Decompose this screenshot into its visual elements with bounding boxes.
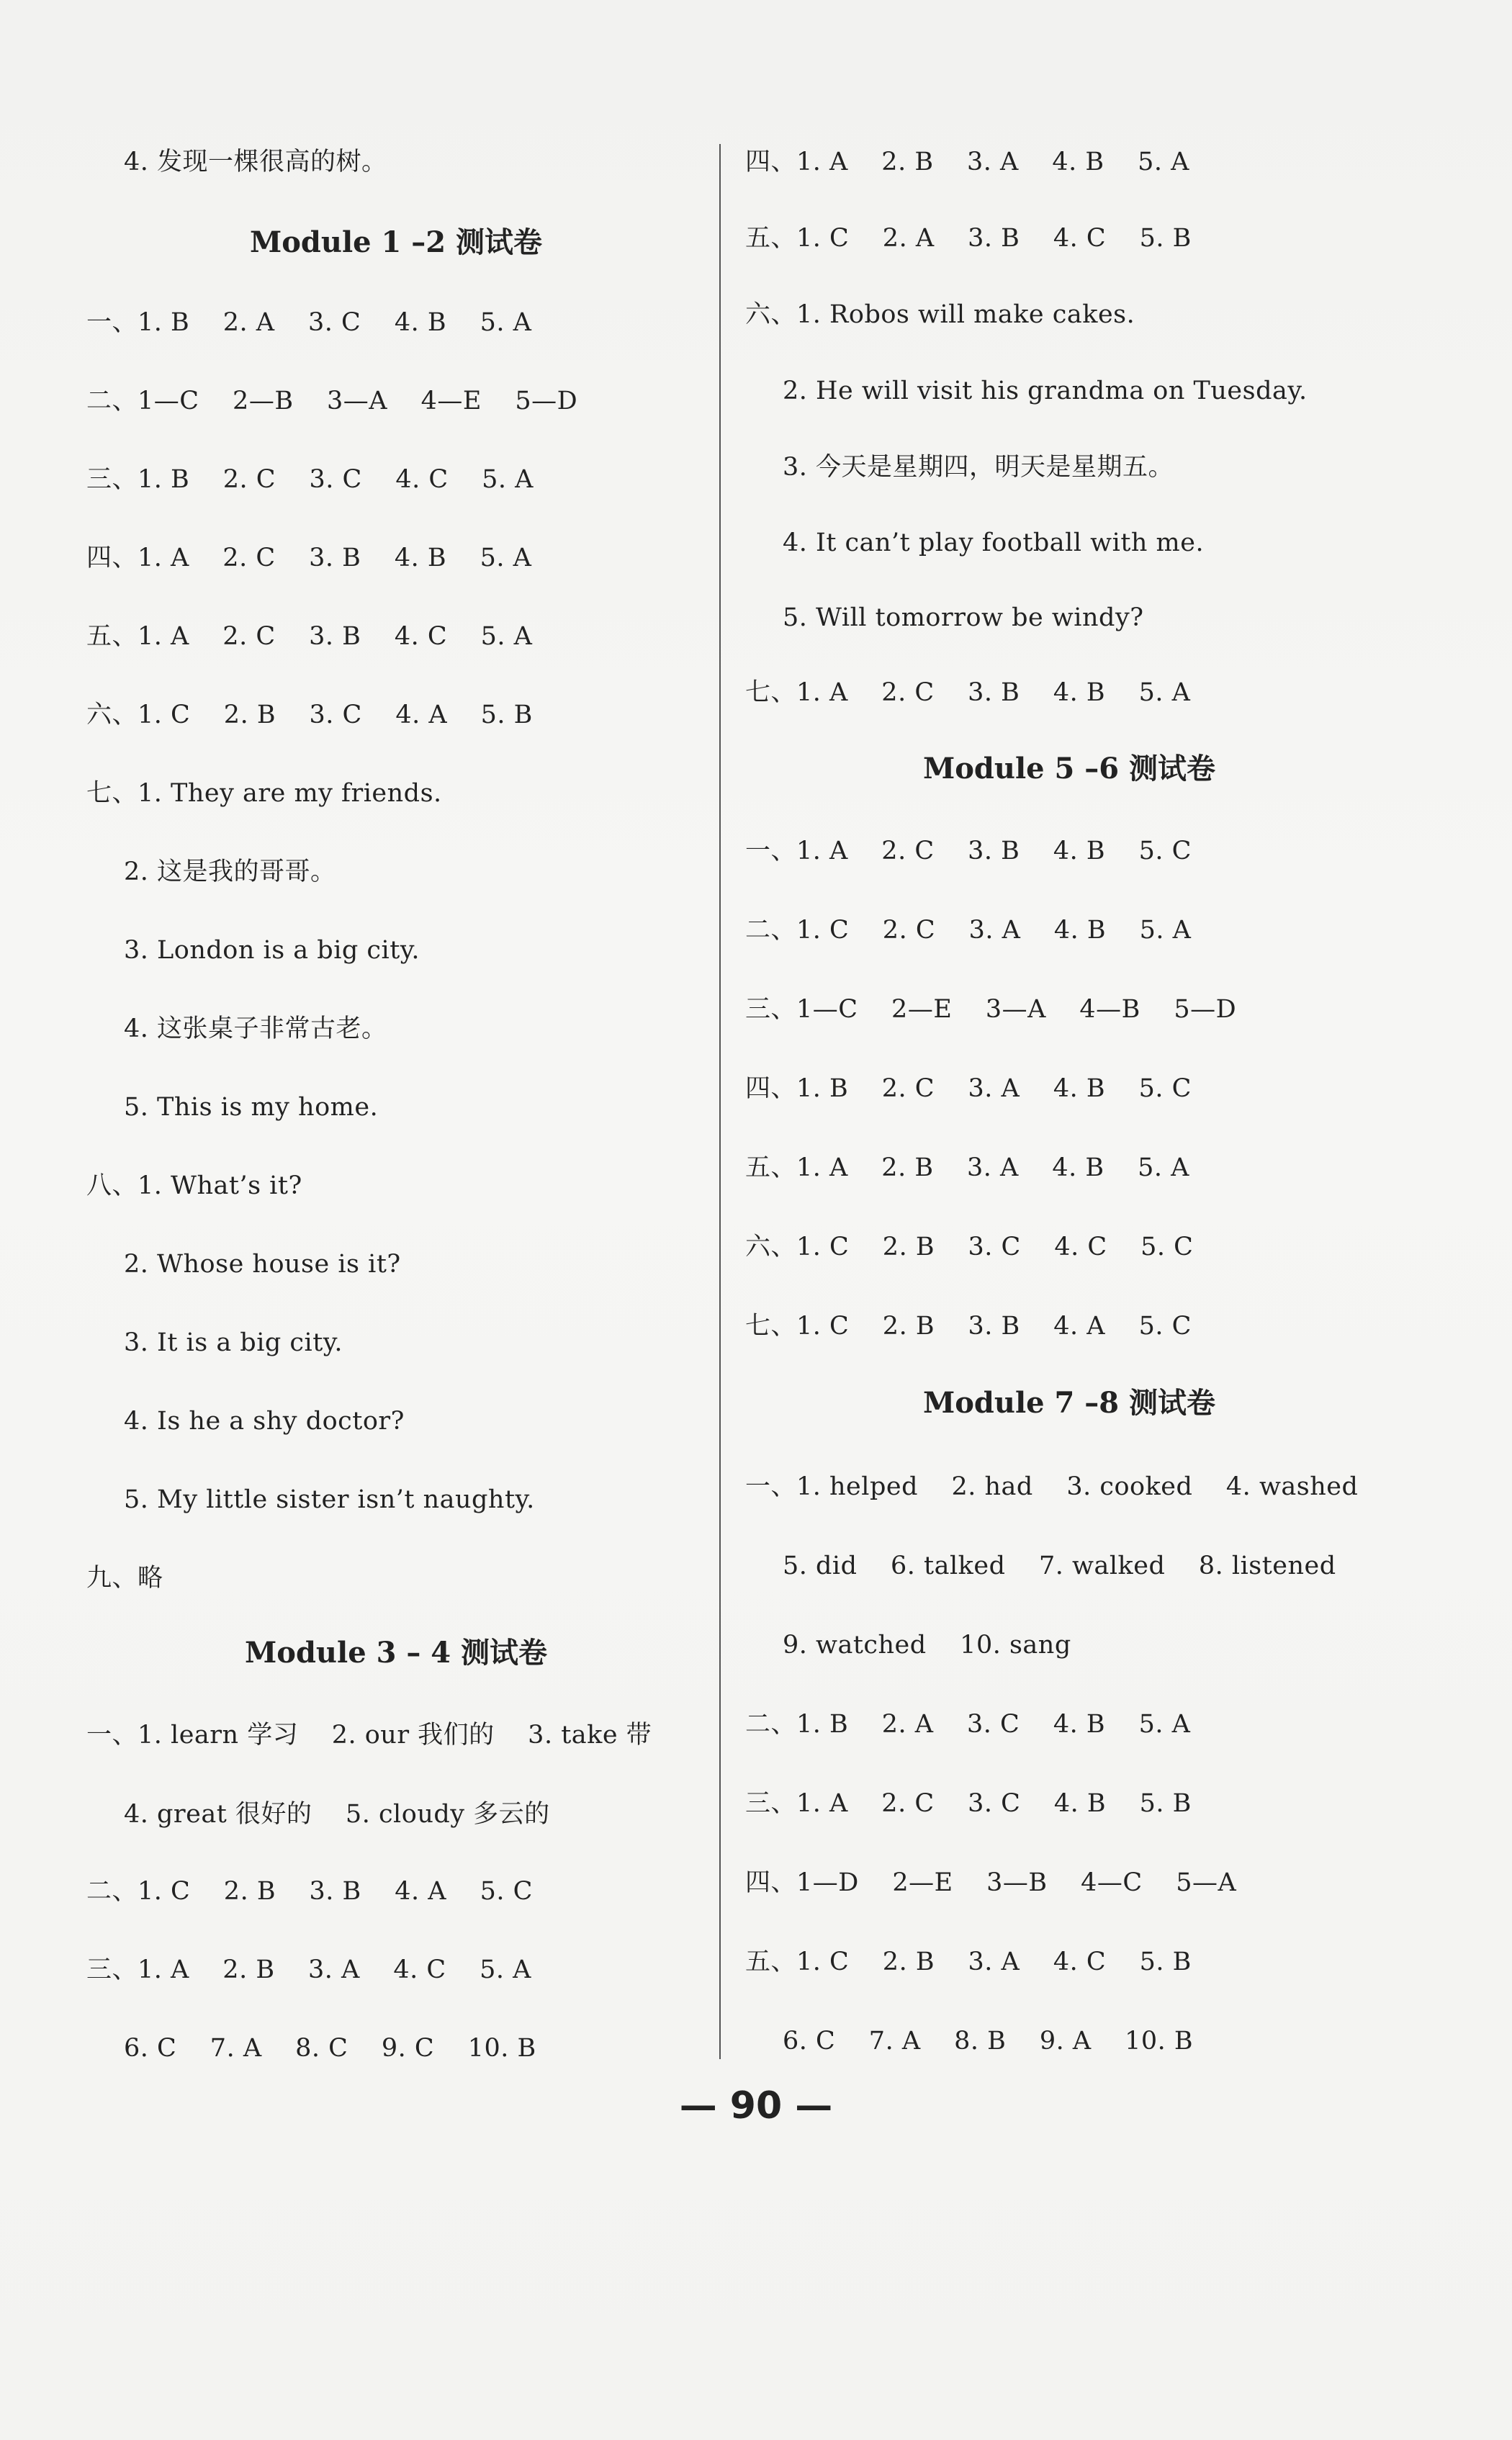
section-title-module-7-8: Module 7 –8 测试卷 xyxy=(922,1386,1216,1420)
answer-line: 4. It can’t play football with me. xyxy=(783,528,1205,557)
answer-line: 2. He will visit his grandma on Tuesday. xyxy=(783,377,1308,405)
answer-line: 三、1—C 2—E 3—A 4—B 5—D xyxy=(745,995,1237,1024)
answer-line: 四、1. A 2. C 3. B 4. B 5. A xyxy=(86,544,532,572)
answer-line: 二、1. C 2. C 3. A 4. B 5. A xyxy=(745,916,1192,945)
answer-line: 4. 发现一棵很高的树。 xyxy=(124,148,387,176)
section-title-module-5-6: Module 5 –6 测试卷 xyxy=(922,752,1216,785)
section-title-module-1-2: Module 1 –2 测试卷 xyxy=(249,225,543,259)
answer-line: 六、1. C 2. B 3. C 4. A 5. B xyxy=(86,701,533,729)
answer-line: 4. Is he a shy doctor? xyxy=(124,1407,405,1436)
answer-line: 四、1. A 2. B 3. A 4. B 5. A xyxy=(745,148,1189,176)
answer-line: 七、1. C 2. B 3. B 4. A 5. C xyxy=(745,1312,1192,1341)
answer-line: 一、1. B 2. A 3. C 4. B 5. A xyxy=(86,308,532,337)
answer-line: 5. My little sister isn’t naughty. xyxy=(124,1485,535,1514)
answer-line: 四、1. B 2. C 3. A 4. B 5. C xyxy=(745,1074,1192,1103)
section-title-module-3-4: Module 3 – 4 测试卷 xyxy=(244,1636,548,1670)
answer-line: 2. Whose house is it? xyxy=(124,1250,401,1279)
answer-line: 4. great 很好的 5. cloudy 多云的 xyxy=(124,1800,550,1829)
page-number: — 90 — xyxy=(679,2084,833,2128)
answer-line: 5. did 6. talked 7. walked 8. listened xyxy=(783,1552,1336,1580)
answer-line: 三、1. B 2. C 3. C 4. C 5. A xyxy=(86,465,534,494)
answer-line: 四、1—D 2—E 3—B 4—C 5—A xyxy=(745,1868,1237,1897)
answer-line: 6. C 7. A 8. B 9. A 10. B xyxy=(783,2027,1194,2056)
answer-line: 2. 这是我的哥哥。 xyxy=(124,857,336,886)
answer-line: 六、1. Robos will make cakes. xyxy=(745,300,1135,329)
answer-line: 5. Will tomorrow be windy? xyxy=(783,603,1144,632)
answer-line: 九、略 xyxy=(86,1564,163,1593)
answer-line: 二、1. B 2. A 3. C 4. B 5. A xyxy=(745,1710,1191,1739)
answer-line: 六、1. C 2. B 3. C 4. C 5. C xyxy=(745,1233,1194,1261)
answer-line: 3. London is a big city. xyxy=(124,936,420,965)
answer-line: 七、1. A 2. C 3. B 4. B 5. A xyxy=(745,678,1191,707)
column-divider xyxy=(719,144,721,2059)
answer-line: 五、1. A 2. C 3. B 4. C 5. A xyxy=(86,622,533,651)
answer-line: 五、1. A 2. B 3. A 4. B 5. A xyxy=(745,1153,1189,1182)
answer-line: 5. This is my home. xyxy=(124,1093,379,1122)
answer-line: 二、1. C 2. B 3. B 4. A 5. C xyxy=(86,1877,533,1906)
answer-line: 三、1. A 2. B 3. A 4. C 5. A xyxy=(86,1955,531,1984)
answer-line: 4. 这张桌子非常古老。 xyxy=(124,1014,387,1043)
answer-line: 二、1—C 2—B 3—A 4—E 5—D xyxy=(86,387,578,415)
answer-line: 五、1. C 2. A 3. B 4. C 5. B xyxy=(745,224,1192,253)
answer-line: 七、1. They are my friends. xyxy=(86,779,442,808)
answer-line: 三、1. A 2. C 3. C 4. B 5. B xyxy=(745,1789,1192,1818)
answer-line: 一、1. helped 2. had 3. cooked 4. washed xyxy=(745,1472,1359,1501)
answer-line: 一、1. A 2. C 3. B 4. B 5. C xyxy=(745,837,1192,865)
answer-line: 9. watched 10. sang xyxy=(783,1631,1071,1660)
answer-line: 八、1. What’s it? xyxy=(86,1171,302,1200)
answer-line: 3. 今天是星期四，明天是星期五。 xyxy=(783,453,1174,482)
answer-line: 一、1. learn 学习 2. our 我们的 3. take 带 xyxy=(86,1721,652,1750)
answer-line: 五、1. C 2. B 3. A 4. C 5. B xyxy=(745,1948,1192,1976)
answer-line: 3. It is a big city. xyxy=(124,1328,343,1357)
answer-line: 6. C 7. A 8. C 9. C 10. B xyxy=(124,2034,536,2063)
